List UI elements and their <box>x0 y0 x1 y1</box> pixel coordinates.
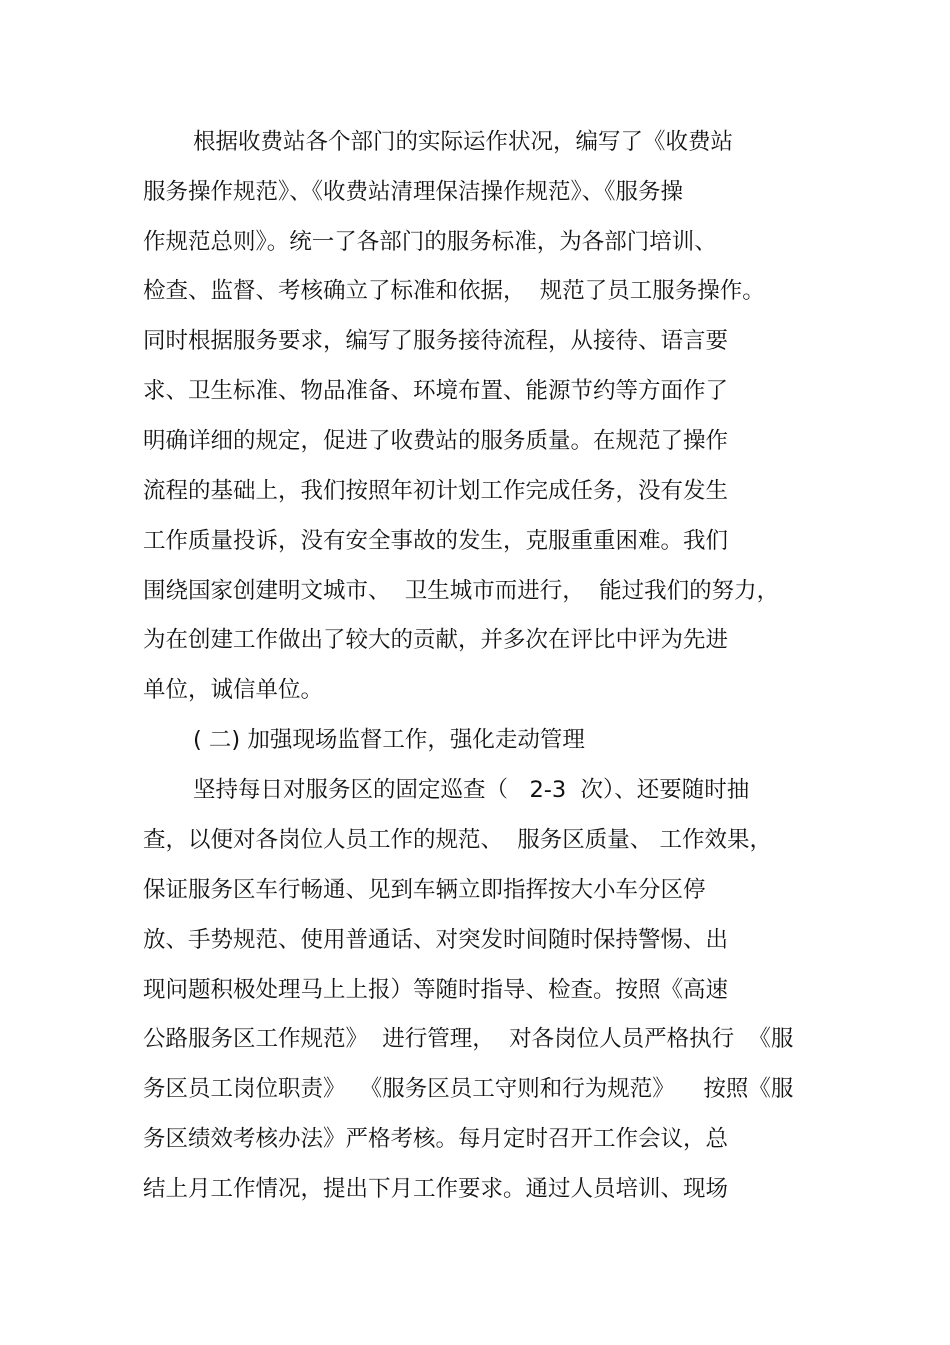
paragraph-line: 查，以便对各岗位人员工作的规范、 服务区质量、 工作效果， <box>143 827 772 853</box>
paragraph-line: 求、卫生标准、物品准备、环境布置、能源节约等方面作了 <box>143 378 729 404</box>
paragraph-line: 工作质量投诉，没有安全事故的发生，克服重重困难。我们 <box>143 528 729 554</box>
paragraph-line: 围绕国家创建明文城市、 卫生城市而进行， 能过我们的努力， <box>143 578 780 604</box>
paragraph-line: 结上月工作情况，提出下月工作要求。通过人员培训、现场 <box>143 1176 729 1202</box>
paragraph-line: 坚持每日对服务区的固定巡查（ 2-3 次）、还要随时抽 <box>193 777 750 803</box>
paragraph-line: 为在创建工作做出了较大的贡献，并多次在评比中评为先进 <box>143 627 729 653</box>
paragraph-line: 单位，诚信单位。 <box>143 677 324 703</box>
paragraph-line: 检查、监督、考核确立了标准和依据， 规范了员工服务操作。 <box>143 278 765 304</box>
paragraph-line: 放、手势规范、使用普通话、对突发时间随时保持警惕、出 <box>143 927 729 953</box>
paragraph-line: 流程的基础上，我们按照年初计划工作完成任务，没有发生 <box>143 478 729 504</box>
paragraph-line: 现问题积极处理马上上报）等随时指导、检查。按照《高速 <box>143 977 729 1003</box>
paragraph-line: 服务操作规范》、《收费站清理保洁操作规范》、《服务操 <box>143 179 684 205</box>
paragraph-line: 作规范总则》。统一了各部门的服务标准，为各部门培训、 <box>143 229 717 255</box>
paragraph-line: 明确详细的规定，促进了收费站的服务质量。在规范了操作 <box>143 428 729 454</box>
paragraph-line: 务区绩效考核办法》严格考核。每月定时召开工作会议，总 <box>143 1126 729 1152</box>
paragraph-line: 保证服务区车行畅通、见到车辆立即指挥按大小车分区停 <box>143 877 706 903</box>
paragraph-line: 公路服务区工作规范》 进行管理， 对各岗位人员严格执行 《服 <box>143 1026 794 1052</box>
paragraph-line: 根据收费站各个部门的实际运作状况，编写了《收费站 <box>193 129 734 155</box>
paragraph-line: 同时根据服务要求，编写了服务接待流程，从接待、语言要 <box>143 328 729 354</box>
paragraph-line: 务区员工岗位职责》 《服务区员工守则和行为规范》 按照《服 <box>143 1076 794 1102</box>
section-heading: ( 二) 加强现场监督工作，强化走动管理 <box>193 727 585 753</box>
